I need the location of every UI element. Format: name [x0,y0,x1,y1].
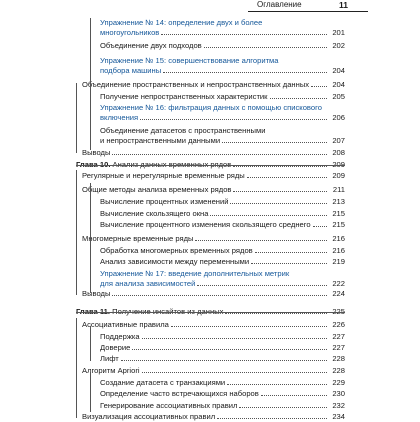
toc-entry-title: для анализа зависимостей [100,279,196,288]
chapter-number: Глава 10. [76,160,111,169]
toc-page-number: 202 [332,41,345,50]
toc-page-number: 213 [332,197,345,206]
tree-line [76,170,77,295]
toc-entry[interactable] [82,185,231,195]
dot-leader [142,338,327,339]
toc-entry-title: Ассоциативные правила [82,320,169,329]
toc-entry[interactable] [100,246,253,256]
toc-page-number: 204 [332,80,345,89]
chapter-title: Получение инсайтов из данных [110,307,224,316]
toc-entry[interactable] [100,378,225,388]
toc-entry[interactable] [100,354,119,364]
dot-leader [233,191,327,192]
toc-entry-title: Регулярные и нерегулярные временные ряды [82,171,245,180]
toc-entry-title: Лифт [100,354,119,363]
toc-page-number: 226 [332,320,345,329]
toc-page-number: 227 [332,332,345,341]
tree-line [76,318,77,418]
toc-entry[interactable] [100,220,311,230]
dot-leader [270,98,328,99]
toc-page-number: 201 [332,28,345,37]
toc-entry-title: Упражнение № 16: фильтрация данных с помощью спискового [100,103,322,112]
exercise-entry[interactable] [100,18,262,38]
toc-page-number: 222 [332,279,345,288]
toc-page-number: 229 [332,378,345,387]
toc-entry-title: Объединение датасетов с пространственными [100,126,266,135]
dot-leader [217,418,327,419]
toc-entry[interactable] [82,289,110,299]
dot-leader [112,154,327,155]
header-rule [248,11,368,12]
toc-entry[interactable] [100,197,228,207]
toc-entry[interactable] [100,389,259,399]
toc-entry-title: Создание датасета с транзакциями [100,378,226,387]
toc-entry-title: Объединение двух подходов [100,41,202,50]
dot-leader [225,313,327,314]
toc-entry-title: Объединение пространственных и непространственных данных [82,80,310,89]
toc-entry[interactable] [100,401,237,411]
toc-entry[interactable] [100,126,265,146]
toc-entry-title: и непространственными данными [100,136,221,145]
dot-leader [171,326,327,327]
dot-leader [210,215,327,216]
toc-entry[interactable] [82,320,169,330]
toc-page-number: 209 [332,160,345,169]
dot-leader [255,252,327,253]
toc-page-number: 228 [332,354,345,363]
toc-page-number: 234 [332,412,345,421]
toc-page-number: 232 [332,401,345,410]
tree-line [90,183,91,293]
toc-entry[interactable] [100,209,208,219]
exercise-entry[interactable] [100,56,279,76]
toc-entry-title: многоугольников [100,28,160,37]
toc-entry[interactable] [100,332,140,342]
toc-page-number: 215 [332,209,345,218]
toc-page-number: 228 [332,366,345,375]
toc-page-number: 224 [332,289,345,298]
dot-leader [204,47,327,48]
toc-page-number: 205 [332,92,345,101]
dot-leader [233,166,327,167]
toc-page-number: 215 [332,220,345,229]
toc-entry-title: Вычисление скользящего окна [100,209,209,218]
toc-page-number: 204 [332,66,345,75]
toc-entry-title: включения [100,113,139,122]
toc-page-number: 209 [332,171,345,180]
toc-entry-title: Анализ зависимости между переменными [100,257,250,266]
dot-leader [313,226,327,227]
toc-entry[interactable] [82,80,309,90]
toc-entry-title: Поддержка [100,332,140,341]
toc-entry[interactable] [82,412,215,422]
dot-leader [140,119,327,120]
chapter-number: Глава 11. [76,307,111,316]
tree-line [90,326,91,361]
toc-entry-title: Вычисление процентных изменений [100,197,229,206]
toc-entry[interactable] [100,41,202,51]
toc-entry-title: Упражнение № 14: определение двух и более [100,18,263,27]
toc-page-number: 216 [332,234,345,243]
dot-leader [239,407,327,408]
chapter-rule [76,312,345,313]
toc-entry-title: Алгоритм Apriori [82,366,140,375]
page-number: 11 [339,0,348,10]
toc-entry-title: подбора машины [100,66,162,75]
toc-page-number: 230 [332,389,345,398]
dot-leader [230,203,327,204]
toc-entry[interactable] [82,234,193,244]
exercise-entry[interactable] [100,269,289,289]
dot-leader [222,142,327,143]
toc-entry-title: Генерирование ассоциативных правил [100,401,238,410]
toc-entry-title: Доверие [100,343,131,352]
toc-entry-title: Упражнение № 17: введение дополнительных метрик [100,269,290,278]
dot-leader [132,349,327,350]
running-header [0,0,420,12]
dot-leader [247,177,327,178]
toc-entry[interactable] [100,343,130,353]
section-title: Оглавление [257,0,302,9]
toc-entry-title: Вычисление процентного изменения скользящего среднего [100,220,311,229]
dot-leader [121,360,327,361]
toc-entry-title: Обработка многомерных временных рядов [100,246,253,255]
dot-leader [197,285,327,286]
toc-page-number: 206 [332,113,345,122]
toc-entry-title: Выводы [82,289,111,298]
toc-entry[interactable] [82,171,245,181]
dot-leader [163,72,327,73]
toc-page-number: 208 [332,148,345,157]
toc-entry[interactable] [82,148,110,158]
toc-entry[interactable] [100,257,249,267]
toc-page-number: 211 [332,185,345,194]
toc-entry-title: Общие методы анализа временных рядов [82,185,232,194]
chapter-rule [76,165,345,166]
toc-entry-title: Определение часто встречающихся наборов [100,389,259,398]
dot-leader [311,86,327,87]
toc-page-number: 225 [332,307,345,316]
toc-page-number: 227 [332,343,345,352]
exercise-entry[interactable] [100,103,322,123]
toc-page-number: 219 [332,257,345,266]
dot-leader [195,240,327,241]
dot-leader [161,34,327,35]
toc-entry-title: Выводы [82,148,111,157]
toc-entry[interactable] [100,92,268,102]
tree-line [76,83,77,153]
chapter-title: Анализ данных временных рядов [110,160,232,169]
tree-line [90,372,91,412]
dot-leader [227,384,327,385]
tree-line [90,18,91,150]
toc-entry-title: Упражнение № 15: совершенствование алгоритма [100,56,279,65]
dot-leader [112,295,327,296]
toc-page-number: 207 [332,136,345,145]
dot-leader [142,372,327,373]
toc-entry-title: Визуализация ассоциативных правил [82,412,216,421]
toc-entry-title: Многомерные временные ряды [82,234,194,243]
dot-leader [251,263,327,264]
dot-leader [261,395,327,396]
toc-page-number: 216 [332,246,345,255]
toc-entry-title: Получение непространственных характеристик [100,92,268,101]
